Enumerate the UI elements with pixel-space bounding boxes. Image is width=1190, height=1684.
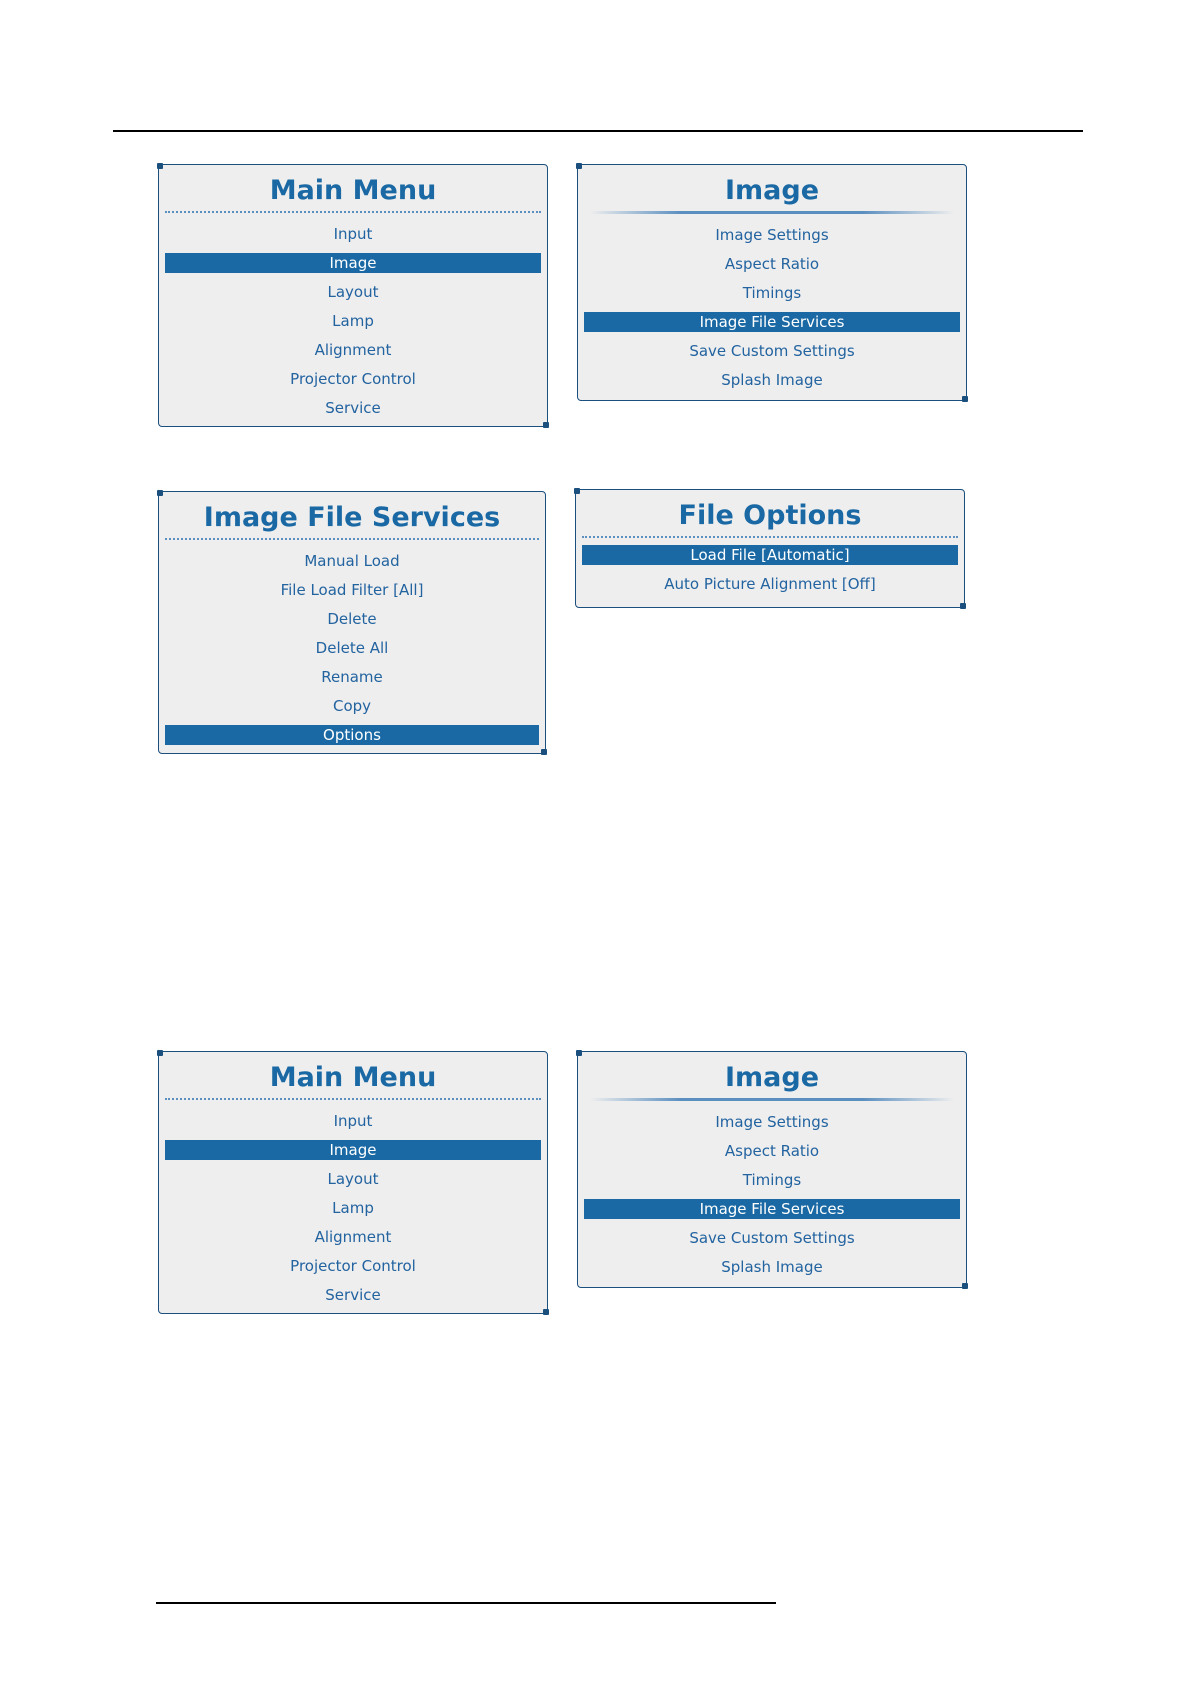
menu-item-lamp[interactable]: Lamp	[332, 312, 374, 330]
menu-item-layout[interactable]: Layout	[327, 1170, 379, 1188]
menu-item-delete-all[interactable]: Delete All	[315, 639, 389, 657]
image-file-services-panel	[158, 491, 546, 754]
menu-item-layout[interactable]: Layout	[327, 283, 379, 301]
menu-item-rename[interactable]: Rename	[321, 668, 383, 686]
menu-item-input[interactable]: Input	[333, 225, 373, 243]
menu-item-splash-image[interactable]: Splash Image	[721, 1258, 823, 1276]
menu-item-auto-picture-alignment[interactable]: Auto Picture Alignment [Off]	[664, 575, 876, 593]
menu-item-alignment[interactable]: Alignment	[314, 1228, 392, 1246]
title-separator	[165, 211, 541, 213]
file-options-panel	[575, 489, 965, 608]
title-separator	[582, 536, 958, 538]
title-separator	[165, 538, 539, 540]
menu-item-file-load-filter[interactable]: File Load Filter [All]	[280, 581, 424, 599]
menu-item-alignment[interactable]: Alignment	[314, 341, 392, 359]
main-menu-panel	[158, 164, 548, 427]
header-rule	[113, 130, 1083, 132]
menu-item-input[interactable]: Input	[333, 1112, 373, 1130]
panel-title: Image	[724, 1062, 820, 1093]
panel-title: Image File Services	[203, 502, 501, 533]
menu-item-aspect-ratio[interactable]: Aspect Ratio	[724, 1142, 820, 1160]
menu-item-aspect-ratio[interactable]: Aspect Ratio	[724, 255, 820, 273]
menu-item-service[interactable]: Service	[325, 399, 381, 417]
menu-item-timings[interactable]: Timings	[742, 1171, 802, 1189]
menu-item-image-file-services[interactable]: Image File Services	[584, 312, 960, 332]
menu-item-image[interactable]: Image	[165, 1140, 541, 1160]
menu-item-lamp[interactable]: Lamp	[332, 1199, 374, 1217]
menu-item-service[interactable]: Service	[325, 1286, 381, 1304]
image-panel	[577, 164, 967, 401]
panel-title: Image	[724, 175, 820, 206]
menu-item-timings[interactable]: Timings	[742, 284, 802, 302]
main-menu-panel	[158, 1051, 548, 1314]
menu-item-save-custom-settings[interactable]: Save Custom Settings	[689, 1229, 855, 1247]
menu-item-projector-control[interactable]: Projector Control	[290, 370, 416, 388]
title-separator	[165, 1098, 541, 1100]
menu-item-copy[interactable]: Copy	[332, 697, 372, 715]
menu-item-options[interactable]: Options	[165, 725, 539, 745]
menu-item-image-settings[interactable]: Image Settings	[715, 1113, 829, 1131]
panel-title: Main Menu	[269, 1062, 437, 1093]
footer-rule	[156, 1602, 776, 1604]
menu-item-splash-image[interactable]: Splash Image	[721, 371, 823, 389]
panel-title: File Options	[678, 500, 862, 531]
panel-title: Main Menu	[269, 175, 437, 206]
menu-item-image-file-services[interactable]: Image File Services	[584, 1199, 960, 1219]
menu-item-image[interactable]: Image	[165, 253, 541, 273]
menu-item-load-file[interactable]: Load File [Automatic]	[582, 545, 958, 565]
menu-item-save-custom-settings[interactable]: Save Custom Settings	[689, 342, 855, 360]
title-separator	[590, 1098, 954, 1101]
menu-item-delete[interactable]: Delete	[327, 610, 377, 628]
menu-item-projector-control[interactable]: Projector Control	[290, 1257, 416, 1275]
image-panel	[577, 1051, 967, 1288]
menu-item-image-settings[interactable]: Image Settings	[715, 226, 829, 244]
title-separator	[590, 211, 954, 214]
menu-item-manual-load[interactable]: Manual Load	[304, 552, 400, 570]
